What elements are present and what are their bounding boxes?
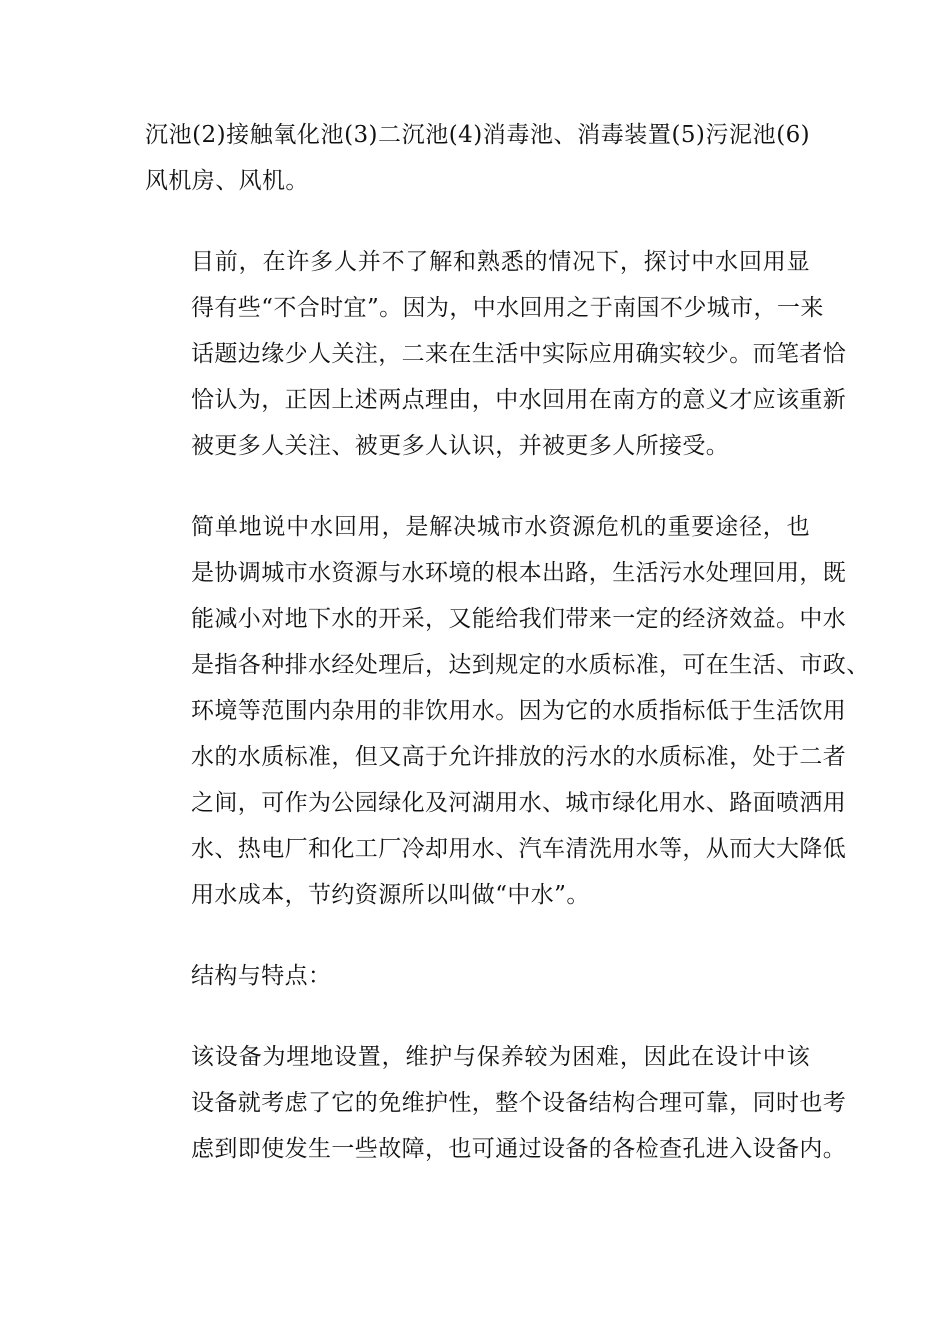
text-line: 目前，在许多人并不了解和熟悉的情况下，探讨中水回用显 [191, 249, 810, 275]
text-line: 简单地说中水回用，是解决城市水资源危机的重要途径，也 [191, 514, 810, 540]
text-line: 得有些“不合时宜”。因为，中水回用之于南国不少城市，一来 [191, 295, 824, 321]
text-line: 水的水质标准，但又高于允许排放的污水的水质标准，处于二者 [191, 744, 847, 770]
text-line: 是指各种排水经处理后，达到规定的水质标准，可在生活、市政、 [191, 652, 870, 678]
text-line: 该设备为埋地设置，维护与保养较为困难，因此在设计中该 [191, 1044, 810, 1070]
text-line: 沉池(2)接触氧化池(3)二沉池(4)消毒池、消毒装置(5)污泥池(6) [145, 122, 810, 148]
document-page [145, 112, 870, 1207]
paragraph-structure [145, 1034, 847, 1172]
paragraph-intro [145, 239, 847, 469]
text-line: 结构与特点： [191, 963, 332, 989]
text-line: 水、热电厂和化工厂冷却用水、汽车清洗用水等，从而大大降低 [191, 836, 847, 862]
text-line: 用水成本，节约资源所以叫做“中水”。 [191, 882, 590, 908]
text-line: 之间，可作为公园绿化及河湖用水、城市绿化用水、路面喷洒用 [191, 790, 847, 816]
text-line: 风机房、风机。 [145, 168, 309, 194]
text-line: 能减小对地下水的开采，又能给我们带来一定的经济效益。中水 [191, 606, 847, 632]
text-line: 被更多人关注、被更多人认识，并被更多人所接受。 [191, 433, 730, 459]
text-line: 话题边缘少人关注，二来在生活中实际应用确实较少。而笔者恰 [191, 341, 847, 367]
text-line: 是协调城市水资源与水环境的根本出路，生活污水处理回用，既 [191, 560, 847, 586]
text-line: 虑到即使发生一些故障，也可通过设备的各检查孔进入设备内。 [191, 1136, 847, 1162]
section-heading-structure [145, 953, 810, 999]
text-line: 环境等范围内杂用的非饮用水。因为它的水质指标低于生活饮用 [191, 698, 847, 724]
text-line: 设备就考虑了它的免维护性，整个设备结构合理可靠，同时也考 [191, 1090, 847, 1116]
paragraph-equipment-list [145, 112, 810, 204]
paragraph-definition [145, 504, 870, 918]
text-line: 恰认为，正因上述两点理由，中水回用在南方的意义才应该重新 [191, 387, 847, 413]
